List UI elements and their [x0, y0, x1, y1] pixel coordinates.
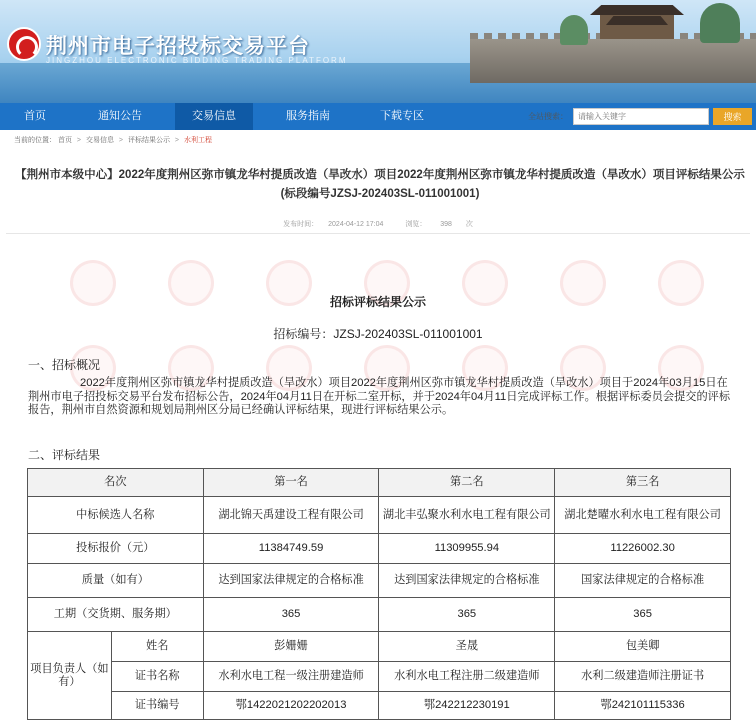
document-heading: 招标评标结果公示	[329, 295, 426, 309]
nav-item-home[interactable]: 首页	[24, 110, 46, 122]
divider	[6, 233, 750, 234]
bid-price: 11226002.30	[555, 534, 731, 564]
period-value: 365	[555, 598, 731, 632]
banner-roof	[590, 5, 684, 15]
breadcrumb-bid-results[interactable]: 评标结果公示	[127, 137, 170, 144]
breadcrumb	[14, 135, 212, 145]
breadcrumb-home[interactable]: 首页	[57, 137, 72, 144]
manager-name: 圣晟	[379, 632, 555, 662]
quality-value: 达到国家法律规定的合格标准	[379, 564, 555, 598]
search-input[interactable]	[573, 108, 709, 125]
table-row	[28, 692, 731, 720]
nav-item-downloads[interactable]: 下载专区	[380, 110, 424, 122]
tender-code: 招标编号：JZSJ-202403SL-011001001	[273, 327, 483, 341]
candidate-name: 湖北楚曜水利水电工程有限公司	[555, 497, 731, 534]
table-row	[28, 469, 731, 497]
candidate-name: 湖北丰弘聚水利水电工程有限公司	[379, 497, 555, 534]
manager-name: 彭姗姗	[203, 632, 379, 662]
cert-number: 鄂242101115336	[555, 692, 731, 720]
cert-name: 水利水电工程注册二级建造师	[379, 662, 555, 692]
overview-paragraph: 2022年度荆州区弥市镇龙华村提质改造（旱改水）项目2022年度荆州区弥市镇龙华村提质改造（旱改水）项目于2024年03月15日在荆州市电子招投标交易平台发布招标公告，2024年04月11日在开标二室开标，并于2024年04月11日完成评标工作。根据评标委员会提交的评标报告，荆州市自然资源和规划局荆州区分局已经确认评标结果，现进行评标结果公示。	[28, 377, 731, 416]
breadcrumb-separator: >	[76, 137, 81, 144]
quality-value: 达到国家法律规定的合格标准	[203, 564, 379, 598]
site-subtitle: JINGZHOU ELECTRONIC BIDDING TRADING PLATFORM	[46, 56, 348, 65]
breadcrumb-water-projects[interactable]: 水利工程	[183, 137, 212, 144]
period-label: 工期（交货期、服务期）	[28, 598, 204, 632]
publish-time: 2024-04-12 17:04	[328, 221, 384, 228]
evaluation-results-table	[27, 468, 731, 720]
search-button[interactable]: 搜索	[713, 108, 752, 125]
breadcrumb-separator: >	[118, 137, 123, 144]
nav-item-notices[interactable]: 通知公告	[98, 110, 142, 122]
nav-item-trading-info[interactable]: 交易信息	[175, 103, 253, 130]
banner-tree	[560, 15, 588, 45]
rank-second-header: 第二名	[379, 469, 555, 497]
article-meta	[0, 219, 756, 229]
quality-value: 国家法律规定的合格标准	[555, 564, 731, 598]
certno-label: 证书编号	[111, 692, 203, 720]
cert-name: 水利二级建造师注册证书	[555, 662, 731, 692]
section-heading-results: 二、评标结果	[28, 448, 101, 462]
price-label: 投标报价（元）	[28, 534, 204, 564]
views-unit: 次	[465, 221, 473, 228]
period-value: 365	[379, 598, 555, 632]
banner-roof	[606, 16, 668, 25]
views-label: 浏览：	[405, 221, 427, 228]
site-title[interactable]: 荆州市电子招投标交易平台	[46, 35, 310, 58]
name-label: 姓名	[111, 632, 203, 662]
cert-name: 水利水电工程一级注册建造师	[203, 662, 379, 692]
cert-number: 鄂1422021202202013	[203, 692, 379, 720]
banner-city-wall	[470, 39, 756, 83]
page-title: 【荆州市本级中心】2022年度荆州区弥市镇龙华村提质改造（旱改水）项目2022年度荆州区弥市镇龙华村提质改造（旱改水）项目评标结果公示(标段编号JZSJ-202403SL-011001001)	[15, 169, 745, 200]
table-row	[28, 598, 731, 632]
view-count: 398	[440, 221, 452, 228]
manager-name: 包美卿	[555, 632, 731, 662]
period-value: 365	[203, 598, 379, 632]
breadcrumb-trading-info[interactable]: 交易信息	[85, 137, 114, 144]
site-banner	[0, 0, 756, 103]
site-search	[528, 108, 752, 125]
site-logo-icon[interactable]	[7, 27, 41, 61]
rank-header: 名次	[28, 469, 204, 497]
cert-number: 鄂242212230191	[379, 692, 555, 720]
table-row	[28, 564, 731, 598]
breadcrumb-separator: >	[174, 137, 179, 144]
search-label: 全站搜索：	[528, 112, 568, 121]
banner-tree	[700, 3, 740, 43]
publish-label: 发布时间：	[283, 221, 319, 228]
nav-item-service-guide[interactable]: 服务指南	[286, 110, 330, 122]
table-row	[28, 534, 731, 564]
breadcrumb-prefix: 当前的位置：	[14, 137, 56, 144]
project-manager-label: 项目负责人（如有）	[28, 632, 112, 720]
candidate-name: 湖北锦天禹建设工程有限公司	[203, 497, 379, 534]
quality-label: 质量（如有）	[28, 564, 204, 598]
rank-third-header: 第三名	[555, 469, 731, 497]
table-row	[28, 632, 731, 662]
bid-price: 11309955.94	[379, 534, 555, 564]
rank-first-header: 第一名	[203, 469, 379, 497]
table-row	[28, 497, 731, 534]
candidate-label: 中标候选人名称	[28, 497, 204, 534]
bid-price: 11384749.59	[203, 534, 379, 564]
section-heading-overview: 一、招标概况	[28, 358, 101, 372]
cert-label: 证书名称	[111, 662, 203, 692]
table-row	[28, 662, 731, 692]
